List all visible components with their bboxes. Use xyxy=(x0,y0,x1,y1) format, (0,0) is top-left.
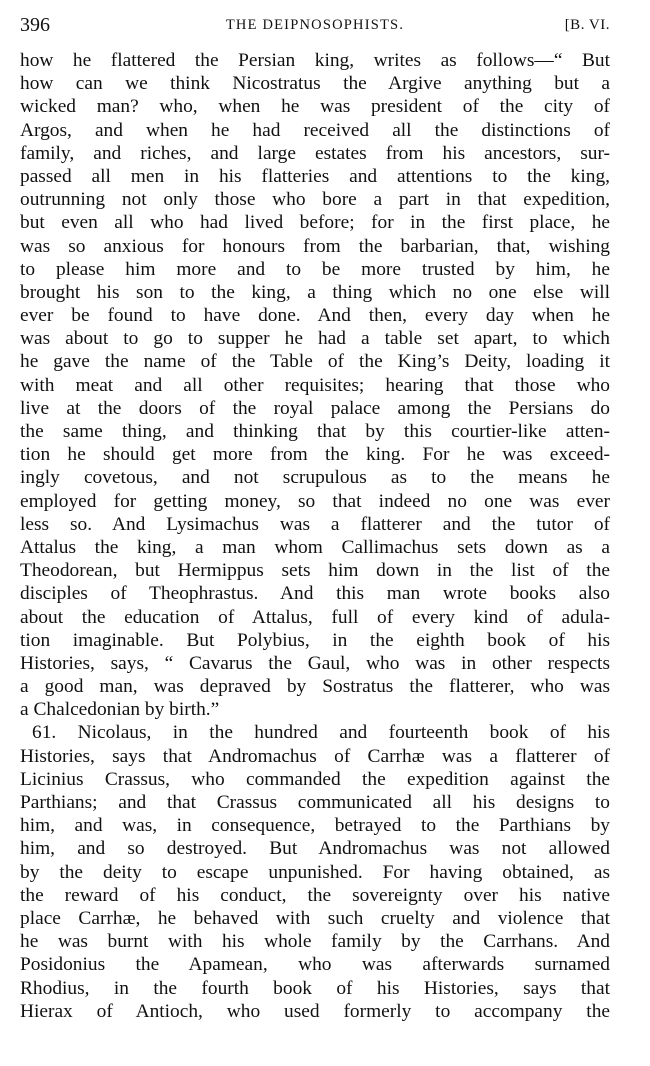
text-line: about the education of Attalus, full of every kind of adula- xyxy=(20,606,610,628)
text-line: employed for getting money, so that indeed no one was ever xyxy=(20,490,610,512)
text-line: the same thing, and thinking that by this courtier-like atten- xyxy=(20,421,610,442)
paragraph-2 xyxy=(20,721,610,1022)
text-line: less so. And Lysimachus was a flatterer and the tutor of xyxy=(20,513,610,535)
text-line: Theodorean, but Hermippus sets him down in the list of the xyxy=(20,560,610,582)
body-text xyxy=(20,49,610,1023)
text-line: tion he should get more from the king. For he was exceed- xyxy=(20,444,610,466)
text-line: was so anxious for honours from the barbarian, that, wishing xyxy=(20,235,610,257)
text-line: place Carrhæ, he behaved with such cruelty and violence that xyxy=(20,907,610,929)
running-head xyxy=(20,10,610,40)
text-line: with meat and all other requisites; hearing that those who xyxy=(20,374,610,396)
text-line: disciples of Theophrastus. And this man wrote books also xyxy=(20,583,610,605)
text-line: Histories, says that Andromachus of Carrhæ was a flatterer of xyxy=(20,745,610,767)
text-line: ever be found to have done. And then, every day when he xyxy=(20,305,610,327)
text-line: Posidonius the Apamean, who was afterwards surnamed xyxy=(20,954,610,976)
text-line: passed all men in his flatteries and attentions to the king, xyxy=(20,165,610,187)
text-line: Attalus the king, a man whom Callimachus sets down as a xyxy=(20,536,610,558)
page-number: 396 xyxy=(20,14,50,36)
text-line: but even all who had lived before; for in the first place, he xyxy=(20,212,610,234)
text-line: Hierax of Antioch, who used formerly to accompany the xyxy=(20,1000,610,1022)
text-line: brought his son to the king, a thing which no one else will xyxy=(20,281,610,303)
text-line: 61. Nicolaus, in the hundred and fourteenth book of his xyxy=(32,722,610,744)
text-line: a Chalcedonian by birth.” xyxy=(20,699,220,721)
text-line: Histories, says, “ Cavarus the Gaul, who was in other respects xyxy=(20,652,610,674)
text-line: live at the doors of the royal palace among the Persians do xyxy=(20,397,610,419)
text-line: Licinius Crassus, who commanded the expedition against the xyxy=(20,768,610,790)
text-line: Argos, and when he had received all the distinctions of xyxy=(20,119,610,141)
text-line: him, and was, in consequence, betrayed to the Parthians by xyxy=(20,815,610,837)
text-line: to please him more and to be more trusted by him, he xyxy=(20,258,610,280)
text-line: ingly covetous, and not scrupulous as to the means he xyxy=(20,467,610,489)
text-line: family, and riches, and large estates from his ancestors, sur- xyxy=(20,142,610,164)
text-line: he gave the name of the Table of the King’s Deity, loading it xyxy=(20,351,610,373)
text-line: the reward of his conduct, the sovereignty over his native xyxy=(20,884,610,906)
text-line: how he flattered the Persian king, writes as follows—“ But xyxy=(20,50,610,71)
text-line: was about to go to supper he had a table set apart, to which xyxy=(20,328,610,350)
paragraph-1 xyxy=(20,49,610,721)
text-line: a good man, was depraved by Sostratus the flatterer, who was xyxy=(20,676,610,698)
text-line: tion imaginable. But Polybius, in the eighth book of his xyxy=(20,629,610,651)
text-line: how can we think Nicostratus the Argive anything but a xyxy=(20,73,610,95)
section-reference: [B. VI. xyxy=(564,17,610,33)
text-line: by the deity to escape unpunished. For having obtained, as xyxy=(20,861,610,883)
text-line: wicked man? who, when he was president of the city of xyxy=(20,96,610,118)
running-title: THE DEIPNOSOPHISTS. xyxy=(225,17,405,33)
text-line: him, and so destroyed. But Andromachus was not allowed xyxy=(20,838,610,860)
book-page xyxy=(20,10,610,1023)
text-line: he was burnt with his whole family by the Carrhans. And xyxy=(20,931,610,953)
text-line: Parthians; and that Crassus communicated all his designs to xyxy=(20,792,610,813)
text-line: Rhodius, in the fourth book of his Histories, says that xyxy=(20,977,610,999)
text-line: outrunning not only those who bore a part in that expedition, xyxy=(20,189,610,211)
